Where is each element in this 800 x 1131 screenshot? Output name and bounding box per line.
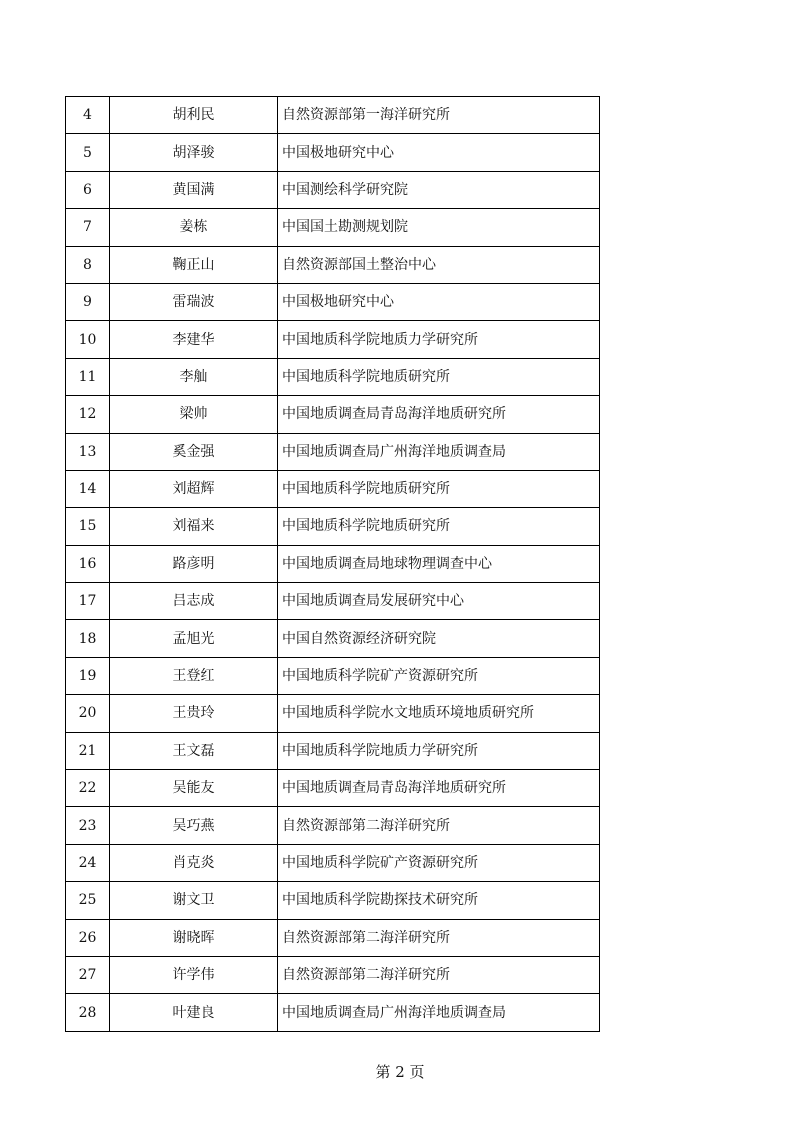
- organization-cell: 中国极地研究中心: [278, 134, 600, 171]
- table-row: [66, 470, 600, 507]
- row-number-cell: 7: [66, 209, 110, 246]
- organization-cell: 中国自然资源经济研究院: [278, 620, 600, 657]
- row-number-cell: 9: [66, 283, 110, 320]
- organization-cell: 中国地质科学院地质力学研究所: [278, 321, 600, 358]
- table-row: [66, 844, 600, 881]
- row-number-cell: 22: [66, 770, 110, 807]
- person-name-cell: 刘福来: [110, 508, 278, 545]
- row-number-cell: 16: [66, 545, 110, 582]
- row-number-cell: 26: [66, 919, 110, 956]
- person-name-cell: 李建华: [110, 321, 278, 358]
- row-number-cell: 6: [66, 171, 110, 208]
- table-row: [66, 994, 600, 1031]
- table-row: [66, 358, 600, 395]
- roster-table-container: [65, 96, 592, 1032]
- organization-cell: 自然资源部第二海洋研究所: [278, 919, 600, 956]
- table-row: [66, 283, 600, 320]
- row-number-cell: 14: [66, 470, 110, 507]
- organization-cell: 自然资源部国土整治中心: [278, 246, 600, 283]
- table-row: [66, 246, 600, 283]
- person-name-cell: 谢文卫: [110, 882, 278, 919]
- organization-cell: 中国极地研究中心: [278, 283, 600, 320]
- person-name-cell: 李舢: [110, 358, 278, 395]
- row-number-cell: 12: [66, 396, 110, 433]
- row-number-cell: 21: [66, 732, 110, 769]
- organization-cell: 中国国土勘测规划院: [278, 209, 600, 246]
- row-number-cell: 23: [66, 807, 110, 844]
- organization-cell: 中国地质科学院地质研究所: [278, 358, 600, 395]
- table-row: [66, 657, 600, 694]
- row-number-cell: 15: [66, 508, 110, 545]
- person-name-cell: 胡泽骏: [110, 134, 278, 171]
- person-name-cell: 吴能友: [110, 770, 278, 807]
- row-number-cell: 11: [66, 358, 110, 395]
- row-number-cell: 18: [66, 620, 110, 657]
- table-row: [66, 956, 600, 993]
- person-name-cell: 吴巧燕: [110, 807, 278, 844]
- page-number: 第 2 页: [375, 1063, 425, 1081]
- organization-cell: 中国地质科学院水文地质环境地质研究所: [278, 695, 600, 732]
- person-name-cell: 王登红: [110, 657, 278, 694]
- person-name-cell: 王贵玲: [110, 695, 278, 732]
- table-row: [66, 433, 600, 470]
- row-number-cell: 17: [66, 583, 110, 620]
- organization-cell: 中国地质调查局青岛海洋地质研究所: [278, 396, 600, 433]
- organization-cell: 中国测绘科学研究院: [278, 171, 600, 208]
- organization-cell: 中国地质调查局广州海洋地质调查局: [278, 994, 600, 1031]
- organization-cell: 自然资源部第二海洋研究所: [278, 807, 600, 844]
- table-row: [66, 807, 600, 844]
- table-row: [66, 321, 600, 358]
- organization-cell: 中国地质调查局地球物理调查中心: [278, 545, 600, 582]
- table-row: [66, 396, 600, 433]
- person-name-cell: 雷瑞波: [110, 283, 278, 320]
- row-number-cell: 5: [66, 134, 110, 171]
- organization-cell: 自然资源部第二海洋研究所: [278, 956, 600, 993]
- row-number-cell: 27: [66, 956, 110, 993]
- person-name-cell: 王文磊: [110, 732, 278, 769]
- table-row: [66, 770, 600, 807]
- table-row: [66, 882, 600, 919]
- person-name-cell: 姜栋: [110, 209, 278, 246]
- person-name-cell: 刘超辉: [110, 470, 278, 507]
- organization-cell: 中国地质科学院地质力学研究所: [278, 732, 600, 769]
- table-row: [66, 545, 600, 582]
- person-name-cell: 路彦明: [110, 545, 278, 582]
- row-number-cell: 4: [66, 97, 110, 134]
- table-row: [66, 171, 600, 208]
- person-name-cell: 胡利民: [110, 97, 278, 134]
- row-number-cell: 19: [66, 657, 110, 694]
- person-name-cell: 梁帅: [110, 396, 278, 433]
- person-name-cell: 奚金强: [110, 433, 278, 470]
- table-row: [66, 134, 600, 171]
- person-name-cell: 谢晓晖: [110, 919, 278, 956]
- person-name-cell: 许学伟: [110, 956, 278, 993]
- roster-table-body: [66, 97, 600, 1032]
- organization-cell: 自然资源部第一海洋研究所: [278, 97, 600, 134]
- organization-cell: 中国地质科学院矿产资源研究所: [278, 657, 600, 694]
- organization-cell: 中国地质科学院矿产资源研究所: [278, 844, 600, 881]
- organization-cell: 中国地质科学院地质研究所: [278, 470, 600, 507]
- organization-cell: 中国地质调查局青岛海洋地质研究所: [278, 770, 600, 807]
- table-row: [66, 620, 600, 657]
- row-number-cell: 8: [66, 246, 110, 283]
- organization-cell: 中国地质科学院勘探技术研究所: [278, 882, 600, 919]
- person-name-cell: 叶建良: [110, 994, 278, 1031]
- table-row: [66, 919, 600, 956]
- table-row: [66, 97, 600, 134]
- person-name-cell: 鞠正山: [110, 246, 278, 283]
- table-row: [66, 583, 600, 620]
- table-row: [66, 732, 600, 769]
- row-number-cell: 20: [66, 695, 110, 732]
- person-name-cell: 黄国满: [110, 171, 278, 208]
- person-name-cell: 吕志成: [110, 583, 278, 620]
- row-number-cell: 24: [66, 844, 110, 881]
- organization-cell: 中国地质调查局广州海洋地质调查局: [278, 433, 600, 470]
- person-name-cell: 孟旭光: [110, 620, 278, 657]
- organization-cell: 中国地质调查局发展研究中心: [278, 583, 600, 620]
- table-row: [66, 508, 600, 545]
- row-number-cell: 13: [66, 433, 110, 470]
- row-number-cell: 28: [66, 994, 110, 1031]
- person-name-cell: 肖克炎: [110, 844, 278, 881]
- row-number-cell: 25: [66, 882, 110, 919]
- table-row: [66, 695, 600, 732]
- roster-table: [65, 96, 600, 1032]
- row-number-cell: 10: [66, 321, 110, 358]
- organization-cell: 中国地质科学院地质研究所: [278, 508, 600, 545]
- table-row: [66, 209, 600, 246]
